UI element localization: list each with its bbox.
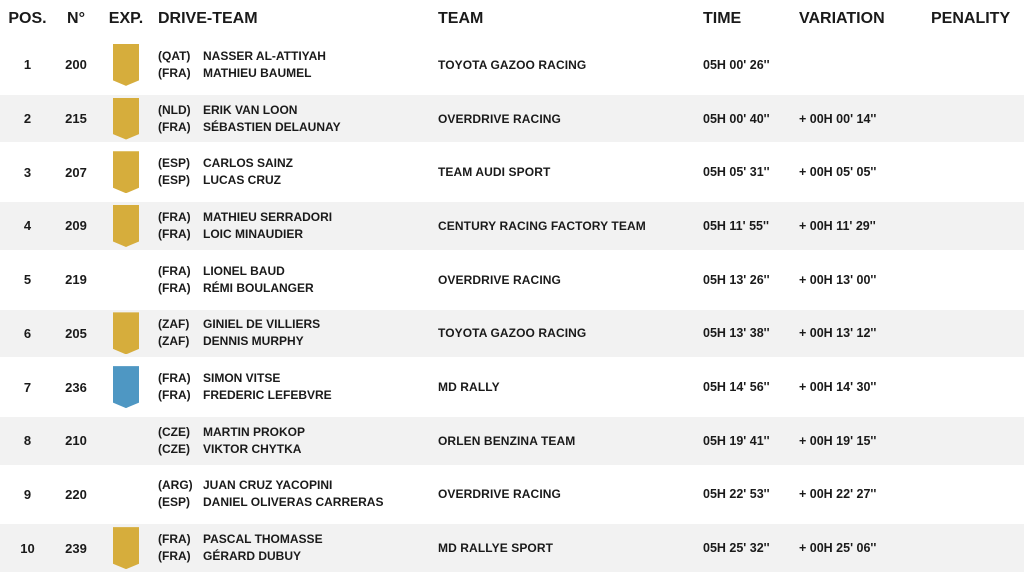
time-value: 05H 00' 40'' xyxy=(703,111,770,126)
drive-team-cell xyxy=(155,209,435,243)
codriver-country-code: (FRA) xyxy=(158,549,191,564)
driver-line xyxy=(158,155,435,172)
table-header-row xyxy=(0,0,1024,38)
drive-team-cell xyxy=(155,370,435,404)
time-value: 05H 00' 26'' xyxy=(703,57,770,72)
exp-badge-cell xyxy=(97,420,155,462)
codriver-name: SÉBASTIEN DELAUNAY xyxy=(203,119,341,134)
driver-name: SIMON VITSE xyxy=(203,371,281,386)
team-name: MD RALLY xyxy=(438,380,500,395)
variation-value: + 00H 13' 00'' xyxy=(799,272,877,287)
car-number: 219 xyxy=(65,272,87,288)
time-value: 05H 13' 26'' xyxy=(703,272,770,287)
variation-value: + 00H 25' 06'' xyxy=(799,541,877,556)
car-number: 210 xyxy=(65,433,87,449)
team-name: OVERDRIVE RACING xyxy=(438,111,561,126)
driver-line xyxy=(158,102,435,119)
codriver-line xyxy=(158,280,435,297)
variation-value: + 00H 19' 15'' xyxy=(799,433,877,448)
time-value: 05H 25' 32'' xyxy=(703,541,770,556)
drive-team-cell xyxy=(155,155,435,189)
driver-line xyxy=(158,209,435,226)
team-name: ORLEN BENZINA TEAM xyxy=(438,433,576,448)
table-row xyxy=(0,307,1024,361)
driver-line xyxy=(158,48,435,65)
blue-exp-badge-icon xyxy=(113,366,139,408)
car-number: 209 xyxy=(65,218,87,234)
codriver-name: LOIC MINAUDIER xyxy=(203,226,303,241)
driver-name: GINIEL DE VILLIERS xyxy=(203,317,321,332)
driver-country-code: (CZE) xyxy=(158,424,190,439)
driver-country-code: (ZAF) xyxy=(158,317,190,332)
driver-country-code: (ESP) xyxy=(158,156,191,171)
driver-line xyxy=(158,424,435,441)
variation-value: + 00H 13' 12'' xyxy=(799,326,877,341)
codriver-line xyxy=(158,333,435,350)
column-header-time: TIME xyxy=(703,10,742,27)
gold-exp-badge-icon xyxy=(113,44,139,86)
time-value: 05H 13' 38'' xyxy=(703,326,770,341)
column-header-drive-team: DRIVE-TEAM xyxy=(158,10,258,27)
codriver-name: GÉRARD DUBUY xyxy=(203,549,302,564)
car-number: 200 xyxy=(65,57,87,73)
table-row xyxy=(0,92,1024,146)
table-row xyxy=(0,253,1024,307)
driver-country-code: (FRA) xyxy=(158,371,191,386)
position-value: 1 xyxy=(23,57,32,73)
variation-value: + 00H 14' 30'' xyxy=(799,380,877,395)
drive-team-cell xyxy=(155,263,435,297)
codriver-line xyxy=(158,387,435,404)
table-row xyxy=(0,360,1024,414)
drive-team-cell xyxy=(155,316,435,350)
codriver-name: FREDERIC LEFEBVRE xyxy=(203,388,332,403)
time-value: 05H 11' 55'' xyxy=(703,218,769,233)
codriver-country-code: (CZE) xyxy=(158,441,190,456)
driver-line xyxy=(158,370,435,387)
exp-badge-cell xyxy=(97,205,155,247)
position-value: 8 xyxy=(23,433,32,449)
car-number: 215 xyxy=(65,111,87,127)
team-name: CENTURY RACING FACTORY TEAM xyxy=(438,218,646,233)
time-value: 05H 22' 53'' xyxy=(703,487,770,502)
driver-name: NASSER AL-ATTIYAH xyxy=(203,48,326,63)
position-value: 2 xyxy=(23,111,32,127)
driver-name: LIONEL BAUD xyxy=(203,263,285,278)
car-number: 220 xyxy=(65,486,87,502)
codriver-country-code: (ZAF) xyxy=(158,334,190,349)
exp-badge-cell xyxy=(97,44,155,86)
gold-exp-badge-icon xyxy=(113,205,139,247)
driver-country-code: (ARG) xyxy=(158,478,193,493)
gold-exp-badge-icon xyxy=(113,312,139,354)
codriver-country-code: (FRA) xyxy=(158,226,191,241)
codriver-name: MATHIEU BAUMEL xyxy=(203,65,312,80)
time-value: 05H 19' 41'' xyxy=(703,433,770,448)
time-value: 05H 05' 31'' xyxy=(703,165,770,180)
car-number: 236 xyxy=(65,379,87,395)
position-value: 4 xyxy=(23,218,32,234)
position-value: 9 xyxy=(23,486,32,502)
codriver-line xyxy=(158,226,435,243)
team-name: OVERDRIVE RACING xyxy=(438,272,561,287)
codriver-name: LUCAS CRUZ xyxy=(203,173,281,188)
drive-team-cell xyxy=(155,424,435,458)
team-name: TOYOTA GAZOO RACING xyxy=(438,57,587,72)
table-row xyxy=(0,38,1024,92)
gold-exp-badge-icon xyxy=(113,527,139,569)
codriver-country-code: (ESP) xyxy=(158,173,191,188)
exp-badge-cell xyxy=(97,527,155,569)
driver-country-code: (FRA) xyxy=(158,209,191,224)
codriver-line xyxy=(158,172,435,189)
position-value: 10 xyxy=(20,540,35,556)
codriver-line xyxy=(158,119,435,136)
driver-line xyxy=(158,531,435,548)
codriver-country-code: (FRA) xyxy=(158,65,191,80)
position-value: 6 xyxy=(23,325,32,341)
variation-value: + 00H 00' 14'' xyxy=(799,111,877,126)
exp-badge-cell xyxy=(97,473,155,515)
driver-name: ERIK VAN LOON xyxy=(203,102,298,117)
driver-country-code: (QAT) xyxy=(158,48,191,63)
position-value: 3 xyxy=(23,164,32,180)
codriver-name: VIKTOR CHYTKA xyxy=(203,441,302,456)
driver-line xyxy=(158,477,435,494)
gold-exp-badge-icon xyxy=(113,151,139,193)
table-row xyxy=(0,199,1024,253)
codriver-country-code: (FRA) xyxy=(158,280,191,295)
team-name: OVERDRIVE RACING xyxy=(438,487,561,502)
car-number: 205 xyxy=(65,325,87,341)
driver-country-code: (FRA) xyxy=(158,263,191,278)
codriver-line xyxy=(158,65,435,82)
car-number: 239 xyxy=(65,540,87,556)
codriver-country-code: (FRA) xyxy=(158,388,191,403)
exp-badge-cell xyxy=(97,312,155,354)
drive-team-cell xyxy=(155,531,435,565)
column-header-number: N° xyxy=(67,10,85,27)
column-header-pos: POS. xyxy=(8,10,47,27)
table-body xyxy=(0,38,1024,575)
drive-team-cell xyxy=(155,48,435,82)
column-header-exp: EXP. xyxy=(108,10,144,27)
codriver-country-code: (FRA) xyxy=(158,119,191,134)
codriver-name: DANIEL OLIVERAS CARRERAS xyxy=(203,495,384,510)
codriver-line xyxy=(158,441,435,458)
exp-badge-cell xyxy=(97,98,155,140)
driver-country-code: (FRA) xyxy=(158,532,191,547)
variation-value: + 00H 05' 05'' xyxy=(799,165,877,180)
table-row xyxy=(0,145,1024,199)
drive-team-cell xyxy=(155,102,435,136)
variation-value: + 00H 22' 27'' xyxy=(799,487,877,502)
codriver-name: DENNIS MURPHY xyxy=(203,334,304,349)
team-name: MD RALLYE SPORT xyxy=(438,541,554,556)
driver-line xyxy=(158,263,435,280)
driver-country-code: (NLD) xyxy=(158,102,191,117)
driver-name: PASCAL THOMASSE xyxy=(203,532,323,547)
table-row xyxy=(0,468,1024,522)
variation-value: + 00H 11' 29'' xyxy=(799,218,876,233)
column-header-team: TEAM xyxy=(438,10,484,27)
codriver-line xyxy=(158,494,435,511)
column-header-variation: VARIATION xyxy=(799,10,885,27)
position-value: 5 xyxy=(23,272,32,288)
team-name: TOYOTA GAZOO RACING xyxy=(438,326,587,341)
team-name: TEAM AUDI SPORT xyxy=(438,165,551,180)
table-row xyxy=(0,414,1024,468)
gold-exp-badge-icon xyxy=(113,98,139,140)
codriver-line xyxy=(158,548,435,565)
exp-badge-cell xyxy=(97,259,155,301)
table-row xyxy=(0,521,1024,575)
codriver-country-code: (ESP) xyxy=(158,495,191,510)
position-value: 7 xyxy=(23,379,32,395)
car-number: 207 xyxy=(65,164,87,180)
time-value: 05H 14' 56'' xyxy=(703,380,770,395)
driver-name: MARTIN PROKOP xyxy=(203,424,305,439)
codriver-name: RÉMI BOULANGER xyxy=(203,280,314,295)
driver-name: MATHIEU SERRADORI xyxy=(203,209,333,224)
driver-name: CARLOS SAINZ xyxy=(203,156,293,171)
column-header-penality: PENALITY xyxy=(931,10,1011,27)
driver-name: JUAN CRUZ YACOPINI xyxy=(203,478,333,493)
drive-team-cell xyxy=(155,477,435,511)
driver-line xyxy=(158,316,435,333)
exp-badge-cell xyxy=(97,151,155,193)
exp-badge-cell xyxy=(97,366,155,408)
